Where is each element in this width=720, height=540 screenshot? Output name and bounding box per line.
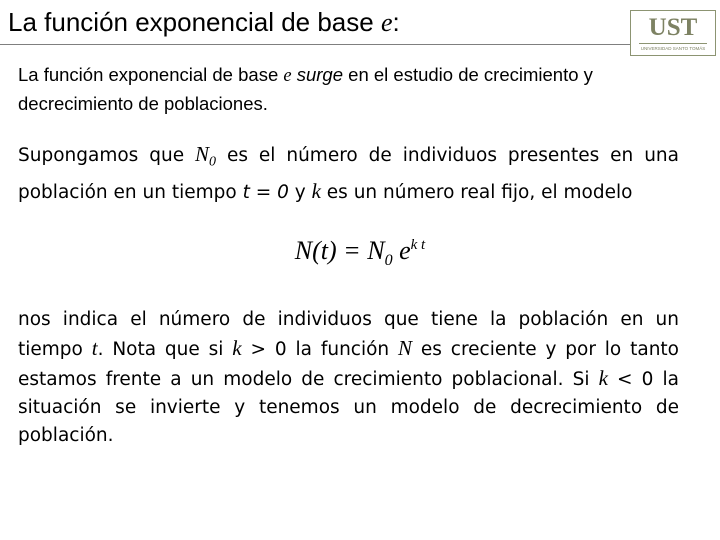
title-colon: : (392, 7, 400, 37)
logo-subtitle: UNIVERSIDAD SANTO TOMÁS (640, 46, 706, 51)
model-formula (0, 228, 720, 278)
p3-text-e: < 0 la situación se invierte y tenemos un modelo de decrecimiento de población. (18, 369, 679, 446)
p1-text-a: La función exponencial de base (18, 64, 284, 85)
p1-word-surge: surge (296, 64, 344, 85)
logo-name: UST (648, 14, 698, 41)
paragraph-interpretation (18, 306, 679, 450)
formula-exponent: k t (410, 237, 426, 253)
formula-subscript: 0 (384, 252, 393, 270)
p3-text-c: > 0 la función (241, 339, 399, 360)
p2-text-d: es un número real fijo, el modelo (320, 181, 633, 203)
paragraph-assumption (18, 140, 679, 207)
p2-text-a: Supongamos que (18, 145, 196, 166)
p3-var-n: N (398, 336, 413, 360)
p2-text-c: y (288, 181, 312, 203)
slide-title (8, 6, 400, 39)
p3-var-k1: k (232, 336, 242, 360)
p2-t-equals-zero: t = 0 (242, 181, 289, 203)
p3-var-t: t (91, 336, 98, 360)
title-divider (0, 44, 632, 45)
p2-var-k: k (311, 178, 321, 203)
formula-base: e (392, 236, 411, 265)
logo-divider (639, 43, 707, 44)
p2-text-b: es el número de individuos presentes en una población en un tiempo (18, 145, 679, 203)
title-text: La función exponencial de base (8, 7, 381, 37)
p2-var-n: N (195, 142, 210, 166)
ust-logo (630, 10, 716, 56)
p3-text-d: es creciente y por lo tanto estamos frente a un modelo de crecimiento poblacional. Si (18, 339, 679, 390)
formula-lhs: N(t) = N (294, 236, 385, 265)
p1-text-c: en el estudio de crecimiento y decrecimiento de poblaciones. (18, 64, 593, 114)
title-variable: e (380, 8, 393, 37)
p2-var-n-sub: 0 (209, 154, 217, 170)
p3-var-k2: k (598, 366, 608, 390)
p3-text-a: nos indica el número de individuos que tiene la población en un tiempo (18, 309, 679, 360)
p3-text-b: . Nota que si (97, 339, 233, 360)
p1-var-e: e (283, 66, 292, 86)
paragraph-intro (18, 61, 679, 118)
